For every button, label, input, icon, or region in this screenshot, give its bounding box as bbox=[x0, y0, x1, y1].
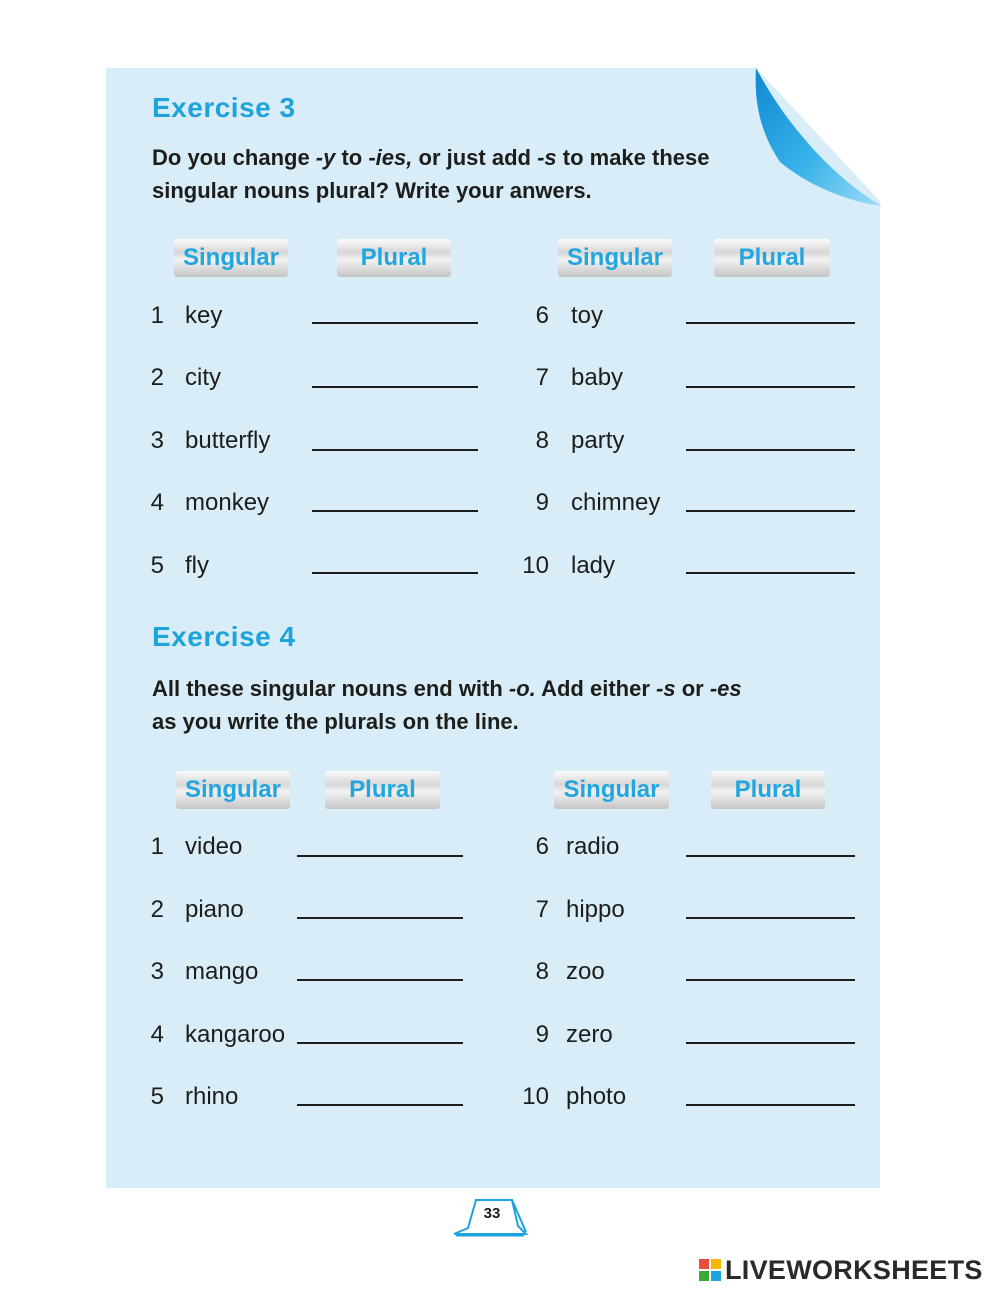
exercise-3-title: Exercise 3 bbox=[152, 92, 296, 123]
ex3-plural-answer-line[interactable] bbox=[686, 510, 855, 512]
ex4-singular-word: rhino bbox=[185, 1083, 239, 1110]
ex4-header-singular-right: Singular bbox=[554, 771, 669, 809]
ex4-plural-answer-line[interactable] bbox=[297, 1042, 463, 1044]
page-number: 33 bbox=[483, 1205, 501, 1222]
ex4-singular-word: photo bbox=[566, 1083, 627, 1110]
ex3-item-number: 4 bbox=[150, 489, 164, 516]
ex3-item-number: 9 bbox=[535, 489, 549, 516]
ex4-plural-answer-line[interactable] bbox=[297, 917, 463, 919]
ex3-item-number: 5 bbox=[150, 552, 164, 579]
ex3-plural-answer-line[interactable] bbox=[686, 572, 855, 574]
ex4-singular-word: mango bbox=[185, 958, 259, 985]
ex4-item-number: 6 bbox=[535, 833, 549, 860]
ex4-item-number: 3 bbox=[150, 958, 164, 985]
brand-name: LIVEWORKSHEETS bbox=[725, 1254, 983, 1285]
exercise-3-instruction: Do you change -y to -ies, or just add -s to make these singular nouns plural? Write your anwers. bbox=[152, 145, 710, 203]
ex3-item-number: 3 bbox=[150, 427, 164, 454]
liveworksheets-logo-icon bbox=[698, 1258, 722, 1282]
ex4-item-number: 9 bbox=[535, 1021, 549, 1048]
ex3-item-number: 2 bbox=[150, 364, 164, 391]
liveworksheets-brand[interactable] bbox=[698, 1253, 983, 1287]
ex4-header-plural-right: Plural bbox=[711, 771, 825, 809]
ex3-item-number: 6 bbox=[535, 302, 549, 329]
ex4-singular-word: hippo bbox=[566, 896, 625, 923]
ex3-header-singular-left: Singular bbox=[174, 239, 288, 277]
ex4-item-number: 10 bbox=[522, 1083, 549, 1110]
ex4-singular-word: kangaroo bbox=[185, 1021, 286, 1048]
ex4-plural-answer-line[interactable] bbox=[686, 1104, 855, 1106]
ex4-item-number: 1 bbox=[150, 833, 164, 860]
ex3-singular-word: lady bbox=[571, 552, 616, 579]
ex3-item-number: 1 bbox=[150, 302, 164, 329]
ex3-plural-answer-line[interactable] bbox=[312, 322, 478, 324]
ex3-singular-word: fly bbox=[185, 552, 209, 579]
ex3-plural-answer-line[interactable] bbox=[312, 386, 478, 388]
ex3-item-number: 8 bbox=[535, 427, 549, 454]
ex3-item-number: 7 bbox=[535, 364, 549, 391]
ex4-plural-answer-line[interactable] bbox=[297, 855, 463, 857]
ex3-header-plural-right: Plural bbox=[714, 239, 830, 277]
ex4-item-number: 7 bbox=[535, 896, 549, 923]
ex4-item-number: 5 bbox=[150, 1083, 164, 1110]
ex3-plural-answer-line[interactable] bbox=[312, 510, 478, 512]
ex4-plural-answer-line[interactable] bbox=[686, 979, 855, 981]
ex3-singular-word: city bbox=[185, 364, 221, 391]
ex4-header-plural-left: Plural bbox=[325, 771, 440, 809]
ex4-singular-word: piano bbox=[185, 896, 244, 923]
ex4-item-number: 2 bbox=[150, 896, 164, 923]
ex3-item-number: 10 bbox=[522, 552, 549, 579]
ex3-singular-word: butterfly bbox=[185, 427, 271, 454]
ex3-singular-word: key bbox=[185, 302, 223, 329]
ex3-plural-answer-line[interactable] bbox=[312, 572, 478, 574]
ex4-item-number: 4 bbox=[150, 1021, 164, 1048]
ex4-singular-word: zero bbox=[566, 1021, 613, 1048]
exercise-4-instruction: All these singular nouns end with -o. Add either -s or -es as you write the plurals on the line. bbox=[152, 676, 742, 734]
ex4-singular-word: zoo bbox=[566, 958, 605, 985]
ex4-plural-answer-line[interactable] bbox=[297, 1104, 463, 1106]
ex3-plural-answer-line[interactable] bbox=[686, 449, 855, 451]
ex4-plural-answer-line[interactable] bbox=[686, 855, 855, 857]
ex3-plural-answer-line[interactable] bbox=[686, 386, 855, 388]
ex3-singular-word: toy bbox=[571, 302, 604, 329]
ex3-header-singular-right: Singular bbox=[558, 239, 672, 277]
ex3-header-plural-left: Plural bbox=[337, 239, 451, 277]
ex4-singular-word: radio bbox=[566, 833, 620, 860]
ex4-plural-answer-line[interactable] bbox=[297, 979, 463, 981]
ex3-singular-word: chimney bbox=[571, 489, 661, 516]
ex4-plural-answer-line[interactable] bbox=[686, 1042, 855, 1044]
ex3-plural-answer-line[interactable] bbox=[312, 449, 478, 451]
exercise-4-title: Exercise 4 bbox=[152, 621, 296, 652]
ex4-plural-answer-line[interactable] bbox=[686, 917, 855, 919]
ex4-singular-word: video bbox=[185, 833, 243, 860]
ex3-singular-word: party bbox=[571, 427, 625, 454]
ex4-item-number: 8 bbox=[535, 958, 549, 985]
ex3-singular-word: monkey bbox=[185, 489, 270, 516]
ex4-header-singular-left: Singular bbox=[176, 771, 290, 809]
ex3-singular-word: baby bbox=[571, 364, 624, 391]
ex3-plural-answer-line[interactable] bbox=[686, 322, 855, 324]
